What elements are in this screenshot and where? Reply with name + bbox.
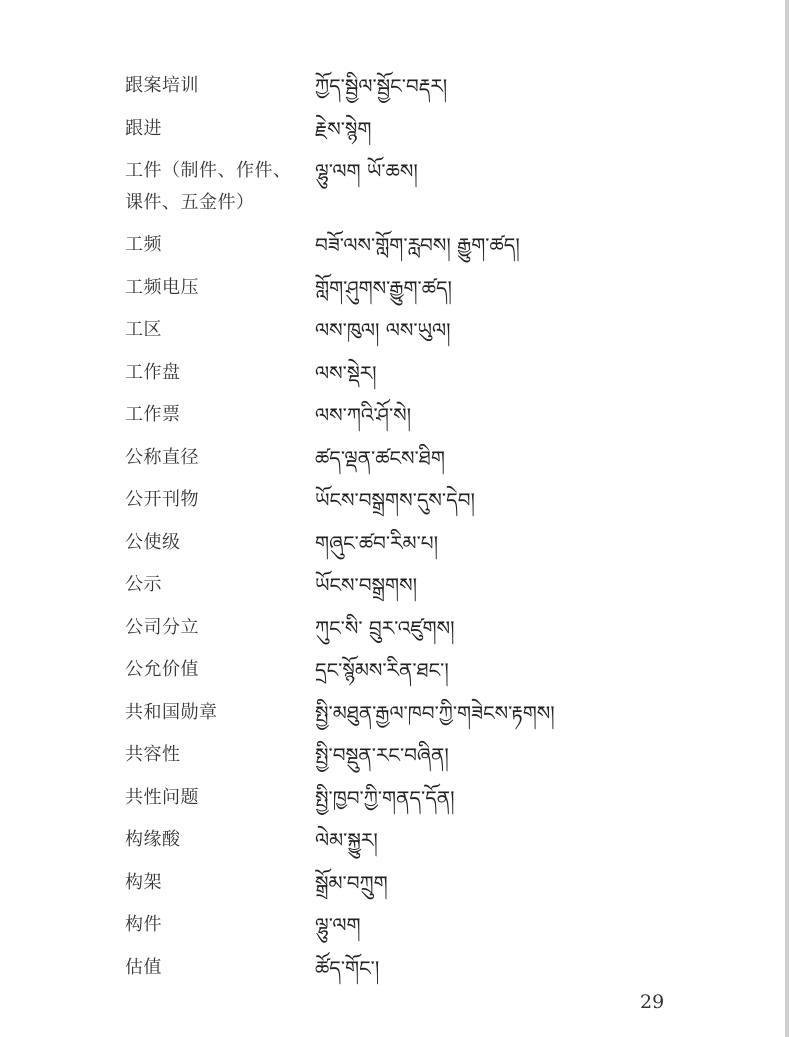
- term-tibetan: བཟོ་ལས་གློག་རླབས། རྒྱུག་ཚད།: [315, 233, 520, 257]
- term-tibetan: གཞུང་ཚབ་རིམ་པ།: [315, 531, 439, 555]
- term-tibetan: ལས་ཁུལ། ལས་ཡུལ།: [315, 318, 451, 342]
- term-chinese: 构缘酸: [125, 829, 181, 850]
- term-chinese: 估值: [125, 957, 162, 978]
- term-tibetan: ལྷུ་ལག ཡོ་ཆས།: [315, 159, 418, 183]
- term-tibetan: ཡོངས་བསྒྲགས།: [315, 573, 418, 597]
- term-tibetan: ལས་སྡེར།: [315, 361, 377, 385]
- term-tibetan: རྗེས་སྙེག: [315, 117, 372, 141]
- term-chinese: 工频电压: [125, 277, 199, 298]
- term-tibetan: ལྷུ་ལག: [315, 913, 361, 937]
- term-tibetan: ཚོད་གོང་།: [315, 956, 380, 980]
- term-chinese: 共和国勋章: [125, 702, 218, 723]
- term-chinese: 公允价值: [125, 659, 199, 680]
- term-tibetan: སྤྱི་ཁྱབ་ཀྱི་གནད་དོན།: [315, 786, 455, 810]
- term-chinese: 公称直径: [125, 447, 199, 468]
- term-chinese: 共性问题: [125, 787, 199, 808]
- term-tibetan: ཀུང་སི་ བྲུར་འཛུགས།: [315, 616, 455, 640]
- term-chinese: 公司分立: [125, 617, 199, 638]
- term-chinese: 工区: [125, 319, 162, 340]
- term-tibetan: ཀྱོད་སྦྱིལ་སྦྱོང་བརྡར།: [315, 74, 448, 98]
- term-tibetan: སྒྲོམ་བཀྲུག: [315, 871, 388, 895]
- term-chinese: 公使级: [125, 532, 181, 553]
- term-chinese: 公开刊物: [125, 489, 199, 510]
- term-tibetan: ལེམ་སྐྱུར།: [315, 828, 378, 852]
- term-chinese: 跟案培训: [125, 75, 199, 96]
- term-tibetan: དྲང་སྙོམས་རིན་ཐང་།: [315, 658, 449, 682]
- term-chinese: 构件: [125, 914, 162, 935]
- term-chinese: 公示: [125, 574, 162, 595]
- term-chinese: 工作票: [125, 404, 181, 425]
- term-tibetan: ཡོངས་བསྒྲགས་དུས་དེབ།: [315, 488, 475, 512]
- term-tibetan: གློག་ཤུགས་རྒྱུག་ཚད།: [315, 276, 452, 300]
- term-chinese: 跟进: [125, 118, 162, 139]
- term-tibetan: སྤྱི་མཐུན་རྒྱལ་ཁབ་ཀྱི་གཟེངས་རྟགས།: [315, 701, 555, 725]
- term-chinese: 工频: [125, 234, 162, 255]
- term-chinese: 构架: [125, 872, 162, 893]
- term-tibetan: སྤྱི་བསྡུན་རང་བཞིན།: [315, 743, 449, 767]
- page-number: 29: [640, 991, 665, 1013]
- term-tibetan: ལས་ཀའི་ཤོ་སེ།: [315, 403, 412, 427]
- term-chinese: 共容性: [125, 744, 181, 765]
- term-tibetan: ཚད་ལྡན་ཚངས་ཐིག: [315, 446, 445, 470]
- term-chinese: 工作盘: [125, 362, 181, 383]
- term-chinese: 工件（制件、作件、课件、五金件）: [125, 160, 292, 213]
